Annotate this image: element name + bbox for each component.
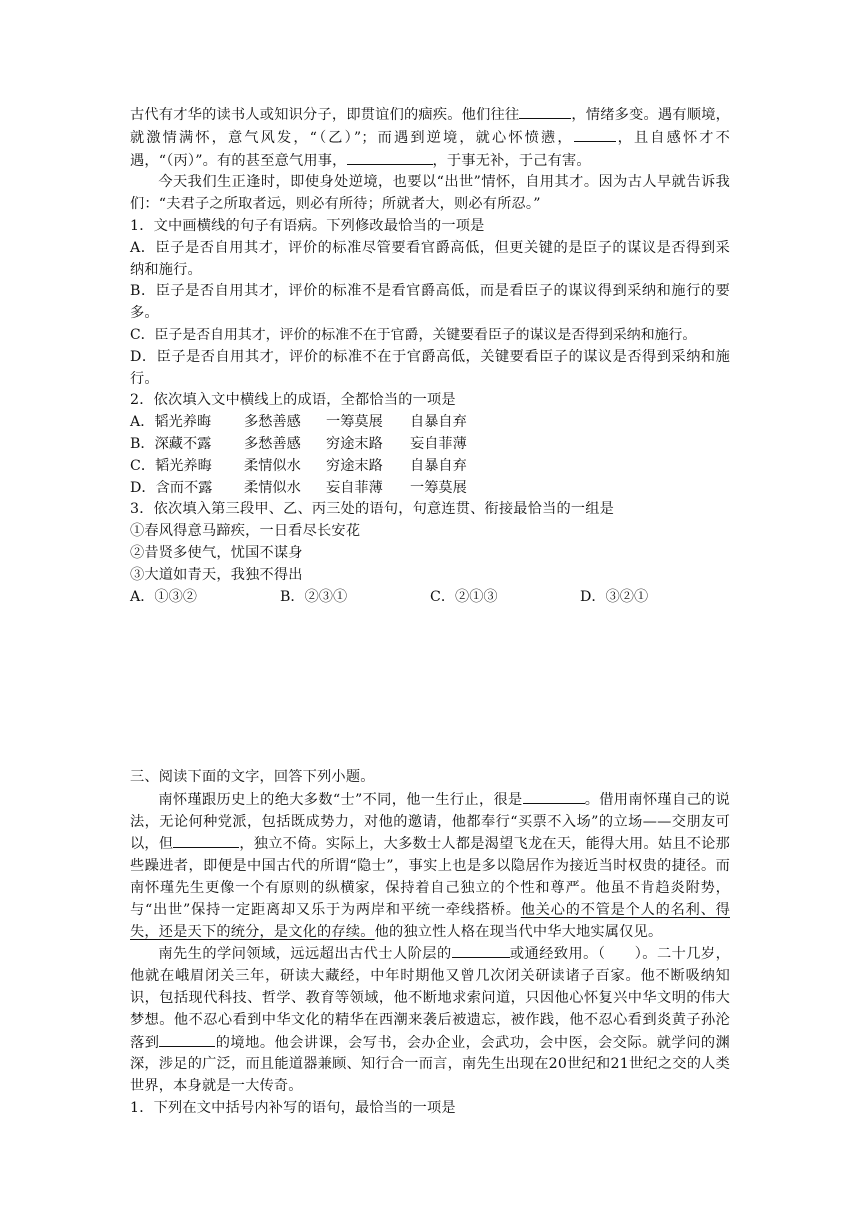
question-1-option-c: C．臣子是否自用其才，评价的标准不在于官爵，关键要看臣子的谋议是否得到采纳和施行。 [130,326,697,343]
question-3-stem: 3．依次填入第三段甲、乙、丙三处的语句，句意连贯、衔接最恰当的一组是 [130,501,615,518]
text-span: 南怀瑾跟历史上的绝大多数“士”不同，他一生行止，很是 [158,791,523,808]
fill-blank [523,789,585,804]
section-heading: 三、阅读下面的文字，回答下列小题。 [130,769,375,785]
option-word: 妄自菲薄 [410,435,467,452]
text-span: 或通经致用。（ ）。二十几岁，他就在峨眉闭关三年，研读大藏经，中年时期他又曾几次闭关研读诸子百家。他不断吸纳知识，包括现代科技、哲学、教育等领域，他不断地求索问道，只因他心怀复兴中华文明的伟大梦想。他不忍心看到中华文化的精华在西潮来袭后被遗忘，被作践，他不忍心看到炎黄子孙沦落到 [130,946,730,1051]
text-span: ，情绪多变。遇有顺境，就激情满怀，意气风发，“（乙）”；而遇到逆境，就心怀愤懑， [130,107,731,146]
text-span: 。借用南怀瑾自己的说法，无论何种党派，包括既成势力，对他的邀请，他都奉行“买票不入场”的立场——交朋友可以，但 [130,791,730,853]
text-span: 古代有才华的读书人或知识分子，即贯谊们的痼疾。他们往往 [130,107,520,123]
section-2 [130,767,730,1120]
option-choice: D．③②① [580,588,649,605]
option-word: 自暴自弃 [410,414,467,431]
question-1-option-b: B．臣子是否自用其才，评价的标准不是看官爵高低，而是看臣子的谋议得到采纳和施行的要多。 [130,283,730,322]
option-word: C．韬光养晦 [130,457,212,474]
question-2-option-d [130,478,730,500]
underlined-sentence: 他关心的不管是个人的名利、得失，还是天下的统分，是文化的存续。 [130,901,730,940]
passage-paragraph-1 [130,789,730,944]
option-word: 多愁善感 [244,414,301,431]
text-span: 他的独立性人格在现当代中华大地实属仅见。 [374,923,663,940]
question-1-stem: 1．文中画横线的句子有语病。下列修改最恰当的一项是 [130,217,485,234]
passage-paragraph-2 [130,943,730,1098]
question-1-option-d: D．臣子是否自用其才，评价的标准不在于官爵高低，关键要看臣子的谋议是否得到采纳和施行。 [130,348,730,387]
option-word: A．韬光养晦 [130,414,212,431]
fill-blank [519,104,571,119]
question-3-line-2: ②昔贤多使气，忧国不谋身 [130,544,303,561]
option-word: 多愁善感 [244,435,301,452]
option-word: 一筹莫展 [410,479,467,496]
question-1-stem: 1．下列在文中括号内补写的语句，最恰当的一项是 [130,1099,456,1116]
option-word: 自暴自弃 [410,457,467,474]
option-word: B．深藏不露 [130,435,212,452]
fill-blank [574,127,616,142]
question-1-option-a: A．臣子是否自用其才，评价的标准尽管要看官爵高低，但更关键的是臣子的谋议是否得到采纳和施行。 [130,239,730,278]
fill-blank [159,1032,215,1047]
question-2-options [130,412,730,499]
option-word: 妄自菲薄 [326,479,383,496]
option-word: 穷途末路 [326,435,383,452]
question-2-stem: 2．依次填入文中横线上的成语，全都恰当的一项是 [130,392,456,409]
passage-paragraph-2: 今天我们生正逢时，即使身处逆境，也要以“出世”情怀，自用其才。因为古人早就告诉我们：“夫君子之所取者远，则必有所待；所就者大，则必有所忍。” [130,174,730,213]
option-word: D．含而不露 [130,479,213,496]
text-span: 的境地。他会讲课，会写书，会办企业，会武功，会中医，会交际。就学问的渊深，涉足的广泛，而且能道器兼顾、知行合一而言，南先生出现在20世纪和21世纪之交的人类世界，本身就是一大传奇。 [130,1034,730,1095]
text-span: 南先生的学问领域，远远超出古代士人阶层的 [158,946,452,963]
text-span: ，且自感怀才不遇，“（丙）”。有的甚至意气用事， [130,129,731,169]
section-1 [130,104,730,608]
question-3-options [130,587,730,609]
text-span: ，于事无补，于己有害。 [432,152,591,169]
option-word: 柔情似水 [244,457,301,474]
option-choice: B．②③① [280,588,348,605]
option-choice: A．①③② [130,588,197,605]
question-2-option-a [130,412,730,434]
fill-blank [173,833,239,848]
question-3-line-3: ③大道如青天，我独不得出 [130,566,303,583]
passage-paragraph-1 [130,104,730,172]
text-span: ，独立不倚。实际上，大多数士人都是渴望飞龙在天，能得大用。姑且不论那些躁进者，即便是中国古代的所谓“隐士”，事实上也是多以隐居作为接近当时权贵的捷径。而南怀瑾先生更像一个有原则的纵横家，保持着自己独立的个性和尊严。他虽不肯趋炎附势，与“出世”保持一定距离却又乐于为两岸和平统一牵线搭桥。 [130,836,730,918]
question-3-line-1: ①春风得意马蹄疾，一日看尽长安花 [130,523,361,540]
fill-blank [452,943,510,958]
fill-blank [347,150,433,165]
question-2-option-b [130,434,730,456]
option-word: 一筹莫展 [326,414,383,431]
question-2-option-c [130,456,730,478]
option-word: 穷途末路 [326,457,383,474]
option-word: 柔情似水 [244,479,301,496]
option-choice: C．②①③ [430,588,498,605]
